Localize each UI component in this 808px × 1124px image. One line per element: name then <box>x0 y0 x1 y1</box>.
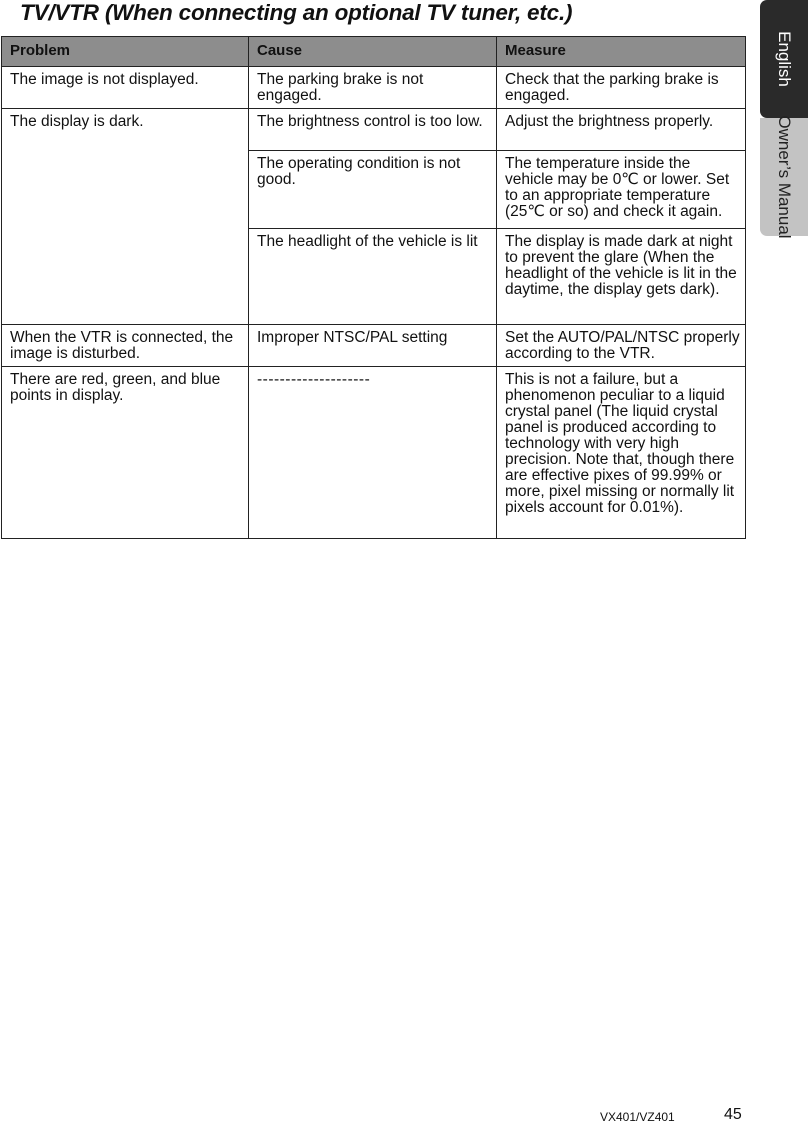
page-number: 45 <box>724 1106 742 1123</box>
measure-cell: This is not a failure, but a phenomenon peculiar to a liquid crystal panel (The liquid crystal panel is produced according to technology with very high precision. Note that, though there are effective pixes of 99.99% or more, pixel missing or normally lit pixels account for 0.01%). <box>497 367 746 539</box>
problem-cell: The image is not displayed. <box>2 67 249 109</box>
cause-cell: The brightness control is too low. <box>249 109 497 151</box>
header-cause: Cause <box>249 37 497 67</box>
footer-model-number: VX401/VZ401 <box>600 1110 675 1124</box>
table-header-row <box>2 37 746 67</box>
problem-cell: When the VTR is connected, the image is disturbed. <box>2 325 249 367</box>
problem-cell: There are red, green, and blue points in display. <box>2 367 249 539</box>
tab-english[interactable] <box>760 0 808 118</box>
tab-owners-manual[interactable] <box>760 115 808 239</box>
cause-cell: The parking brake is not engaged. <box>249 67 497 109</box>
table-row <box>2 367 746 539</box>
header-problem: Problem <box>2 37 249 67</box>
page-title: TV/VTR (When connecting an optional TV tuner, etc.) <box>20 0 573 25</box>
tab-english-label: English <box>775 31 794 87</box>
measure-cell: The temperature inside the vehicle may be 0℃ or lower. Set to an appropriate temperature (25℃ or so) and check it again. <box>497 151 746 229</box>
cause-cell: The operating condition is not good. <box>249 151 497 229</box>
table-row <box>2 67 746 109</box>
cause-cell: The headlight of the vehicle is lit <box>249 229 497 325</box>
cause-cell: -------------------- <box>249 367 497 539</box>
header-measure: Measure <box>497 37 746 67</box>
measure-cell: The display is made dark at night to prevent the glare (When the headlight of the vehicle is lit in the daytime, the display gets dark). <box>497 229 746 325</box>
measure-cell: Set the AUTO/PAL/NTSC properly according to the VTR. <box>497 325 746 367</box>
troubleshooting-table <box>1 36 746 539</box>
table-row <box>2 109 746 151</box>
problem-cell: The display is dark. <box>2 109 249 325</box>
table-row <box>2 325 746 367</box>
tab-owners-manual-label: Owner’s Manual <box>775 115 794 239</box>
cause-cell: Improper NTSC/PAL setting <box>249 325 497 367</box>
measure-cell: Adjust the brightness properly. <box>497 109 746 151</box>
measure-cell: Check that the parking brake is engaged. <box>497 67 746 109</box>
